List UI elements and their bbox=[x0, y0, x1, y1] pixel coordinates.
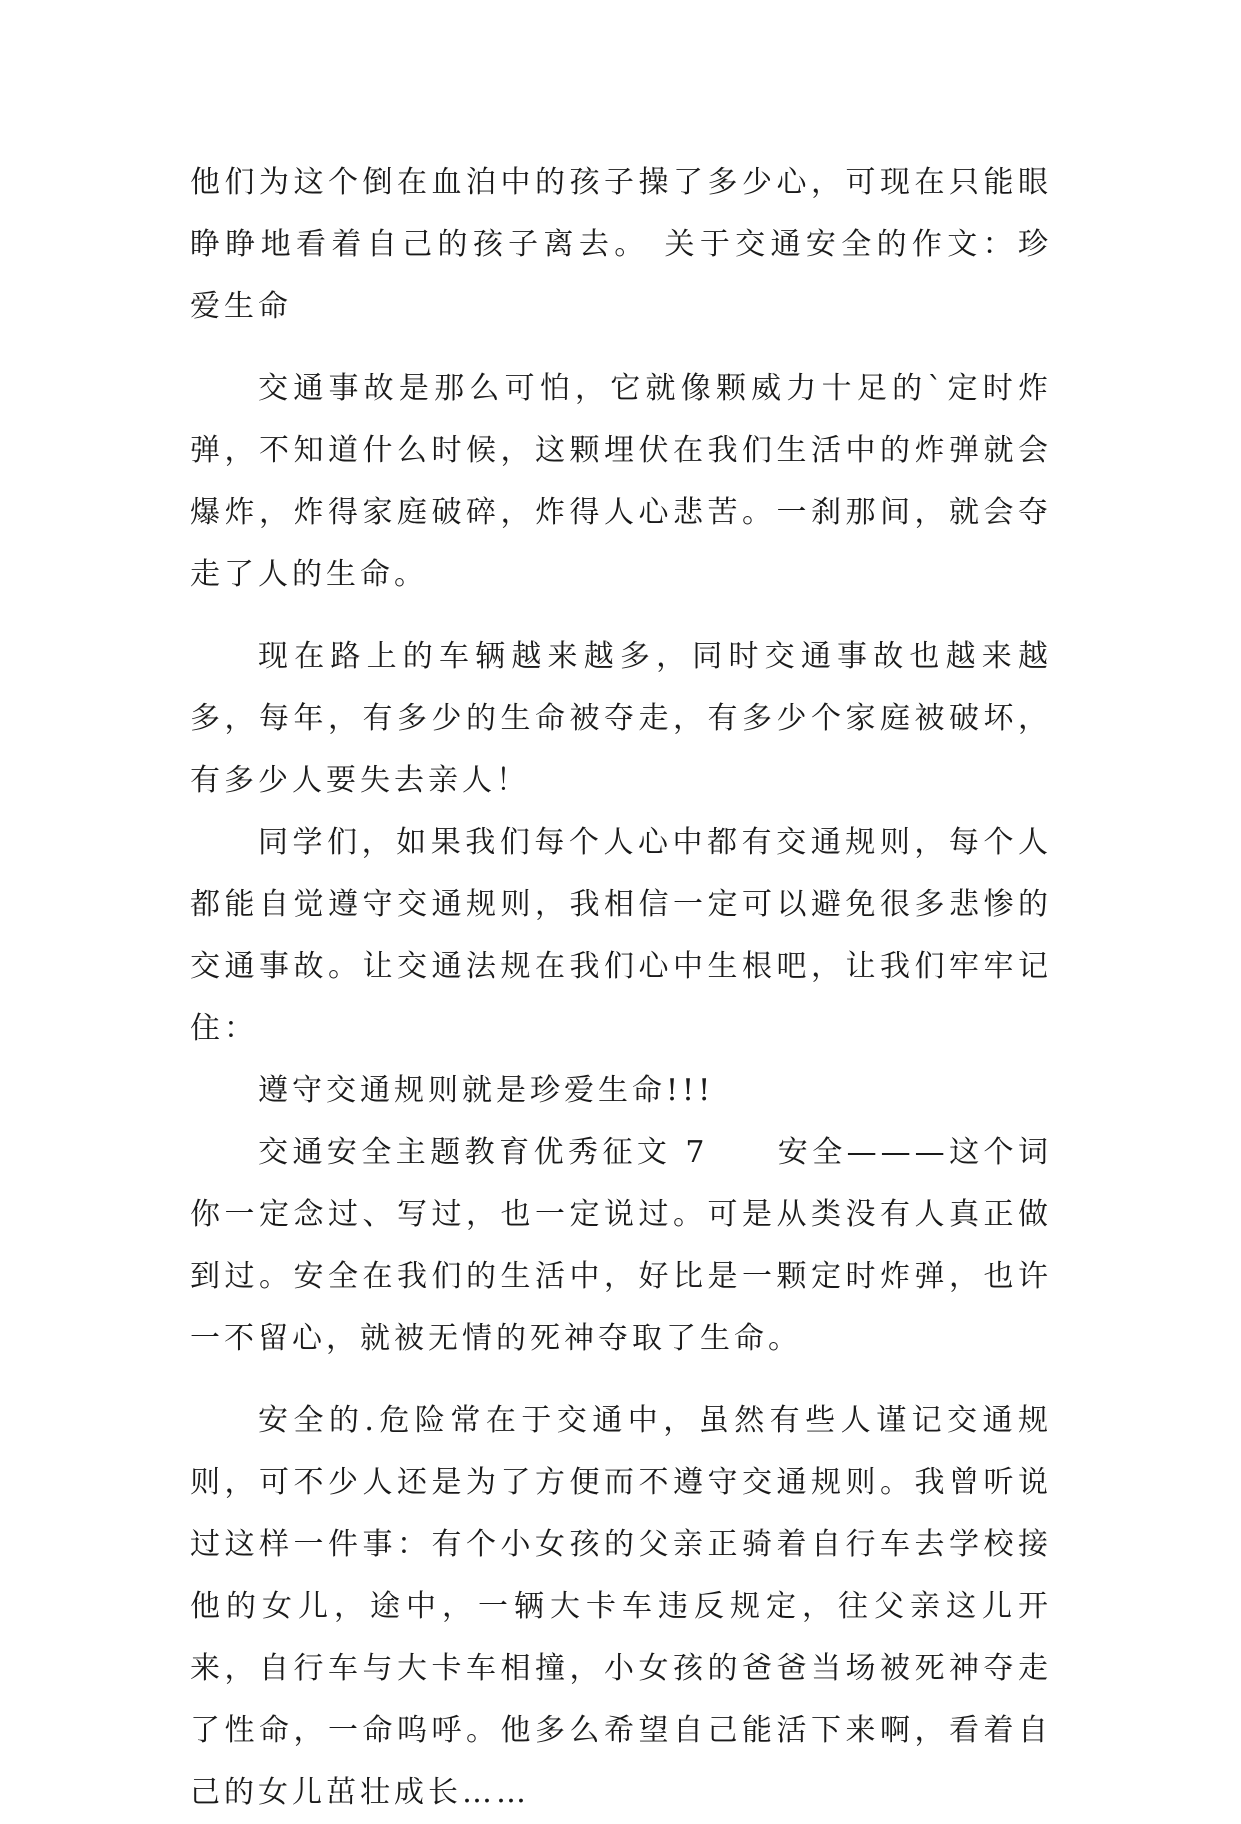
paragraph-1: 他们为这个倒在血泊中的孩子操了多少心，可现在只能眼睁睁地看着自己的孩子离去。 关于交通安全的作文：珍爱生命 bbox=[190, 165, 1052, 324]
paragraph-4: 同学们，如果我们每个人心中都有交通规则，每个人都能自觉遵守交通规则，我相信一定可以避免很多悲惨的交通事故。让交通法规在我们心中生根吧，让我们牢牢记住： bbox=[190, 825, 1052, 1046]
paragraph-2: 交通事故是那么可怕，它就像颗威力十足的`定时炸弹，不知道什么时候，这颗埋伏在我们生活中的炸弹就会爆炸，炸得家庭破碎，炸得人心悲苦。一刹那间，就会夺走了人的生命。 bbox=[190, 371, 1052, 592]
paragraph-7: 安全的.危险常在于交通中，虽然有些人谨记交通规则，可不少人还是为了方便而不遵守交通规则。我曾听说过这样一件事：有个小女孩的父亲正骑着自行车去学校接他的女儿，途中，一辆大卡车违反规定，往父亲这儿开来，自行车与大卡车相撞，小女孩的爸爸当场被死神夺走了性命，一命呜呼。他多么希望自己能活下来啊，看着自己的女儿茁壮成长…… bbox=[190, 1403, 1052, 1810]
paragraph-6: 交通安全主题教育优秀征文 7 安全———这个词你一定念过、写过，也一定说过。可是从类没有人真正做到过。安全在我们的生活中，好比是一颗定时炸弹，也许一不留心，就被无情的死神夺取了生命。 bbox=[190, 1135, 1052, 1356]
document-body bbox=[190, 152, 1052, 1824]
paragraph-5: 遵守交通规则就是珍爱生命!!! bbox=[258, 1073, 715, 1108]
paragraph-3: 现在路上的车辆越来越多，同时交通事故也越来越多，每年，有多少的生命被夺走，有多少个家庭被破坏，有多少人要失去亲人！ bbox=[190, 639, 1052, 798]
